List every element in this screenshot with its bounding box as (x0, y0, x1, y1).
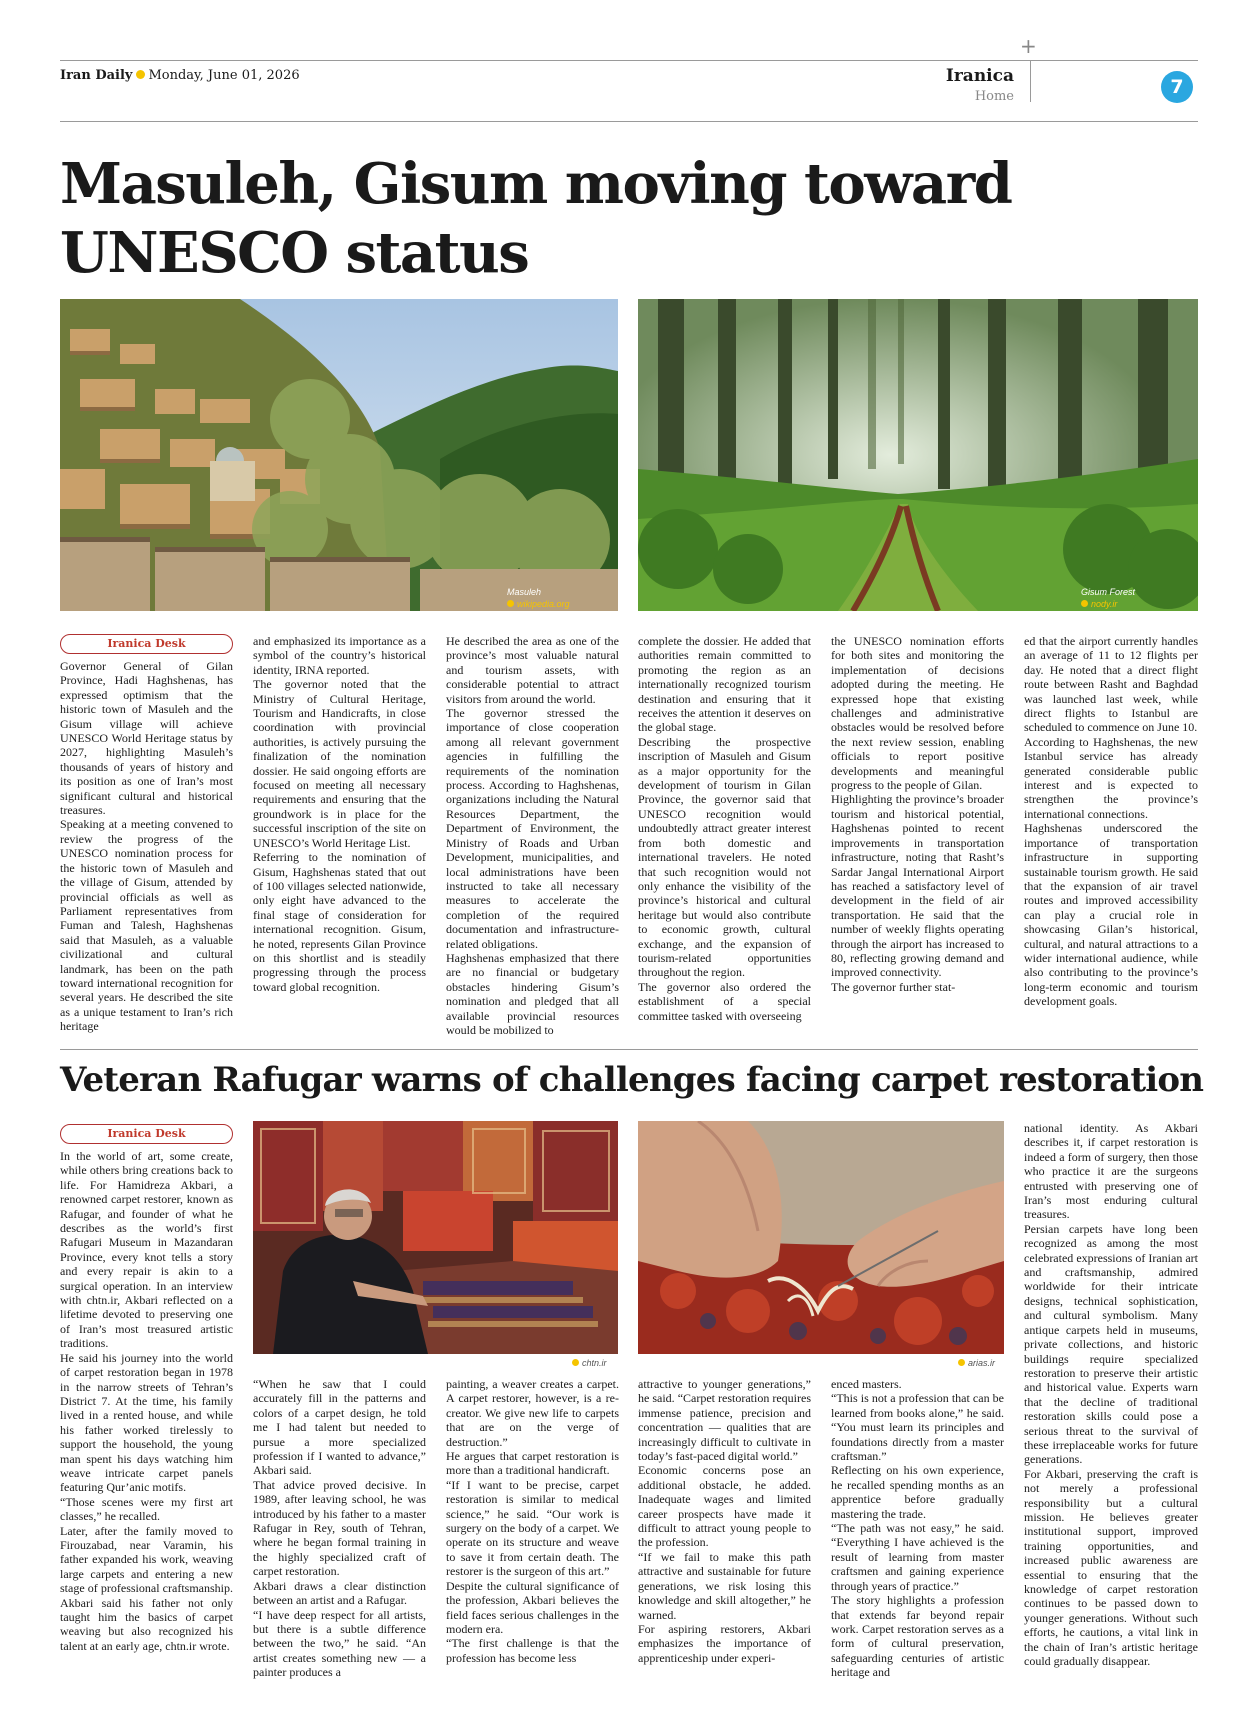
masuleh-village-image (60, 299, 618, 611)
story2-column-1 (60, 1124, 233, 1694)
paper-name: Iran Daily (60, 68, 133, 83)
story1-column-1 (60, 634, 233, 1036)
paragraph: painting, a weaver creates a carpet. A carpet restorer, however, is a re-creator. We give new life to carpets that are on the verge of destruction.” (446, 1377, 619, 1449)
paragraph: Reflecting on his own experience, he recalled spending months as an apprentice before gradually mastering the trade. (831, 1463, 1004, 1521)
gisum-forest-image (638, 299, 1198, 611)
carpet-restoration-image (638, 1121, 1004, 1354)
gisum-forest-photo (638, 299, 1198, 611)
paragraph: Akbari draws a clear distinction between an artist and a Rafugar. (253, 1578, 426, 1608)
paragraph: Describing the prospective inscription of Masuleh and Gisum as a major opportunity for the development of tourism in Gilan Province, the governor said that UNESCO recognition would undoubtedly attract greater interest from both domestic and international travelers. He noted that such recognition would not only enhance the visibility of the province’s historical and cultural heritage but would also contribute to economic growth, cultural exchange, and the expansion of tourism-related opportunities throughout the region. (638, 734, 811, 980)
paragraph: Highlighting the province’s broader tourism and historical potential, Haghshenas pointed to recent improvements in transportation infrastructure, noting that Rasht’s Sardar Jangal International Airport has reached a satisfactory level of development in the field of air transportation. He said that the number of weekly flights operating through the airport has increased to 80, reflecting growing demand and improved connectivity. (831, 792, 1004, 980)
masthead-rule (60, 121, 1198, 122)
rafugar-photo-credit (572, 1358, 607, 1368)
paragraph: Governor General of Gilan Province, Hadi Haghshenas, has expressed optimism that the historic town of Masuleh and the Gisum village will achieve UNESCO World Heritage status by 2027, highlighting Masuleh’s thousands of years of history and its position as one of Iran’s most significant cultural and historical treasures. (60, 659, 233, 818)
paragraph: “If we fail to make this path attractive and sustainable for future generations, we risk losing this knowledge and skill altogether,” he warned. (638, 1549, 811, 1622)
rafugar-portrait-photo (253, 1121, 618, 1354)
story1-column-5 (831, 634, 1004, 1036)
crop-mark-icon: + (1020, 34, 1037, 58)
paragraph: Later, after the family moved to Firouzabad, near Varamin, his father expanded his work, weaving large carpets and entering a new stage of professional craftsmanship. Akbari said his father not only taught him the basics of carpet weaving but also recognized his talent at an early age, chtn.ir wrote. (60, 1523, 233, 1653)
paragraph: Referring to the nomination of Gisum, Haghshenas stated that out of 100 villages selected nationwide, only eight have advanced to the final stage of consideration for international recognition. Gisum, he noted, represents Gilan Province on this shortlist and is steadily progressing through the process toward global recognition. (253, 850, 426, 994)
paragraph: The governor stressed the importance of close cooperation among all relevant government agencies in fulfilling the requirements of the nomination process. According to Haghshenas, organizations including the Natural Resources Department, the Department of Environment, the Ministry of Roads and Urban Development, municipalities, and local administrations have been instructed to take all necessary measures to accelerate the completion of the required documentation and infrastructure-related obligations. (446, 706, 619, 951)
paragraph: attractive to younger generations,” he said. “Carpet restoration requires immense patience, precision and concentration — qualities that are increasingly difficult to cultivate in today’s fast-paced digital world.” (638, 1377, 811, 1464)
gisum-caption-text: Gisum Forest (1081, 587, 1136, 597)
carpet-photo-source: arias.ir (968, 1358, 996, 1368)
paragraph: He described the area as one of the province’s most valuable natural and tourism assets, with considerable potential to attract visitors from around the world. (446, 634, 619, 706)
story2-column-2 (253, 1377, 426, 1694)
top-rule (60, 60, 1198, 61)
story1-column-6 (1024, 634, 1198, 1036)
paragraph: “The path was not easy,” he said. “Everything I have achieved is the result of learning from master craftsmen and gaining experience through years of practice.” (831, 1521, 1004, 1593)
paragraph: For Akbari, preserving the craft is not merely a professional responsibility but a cultural mission. He believes greater institutional support, improved training opportunities, and increased public awareness are essential to ensuring that the knowledge of carpet restoration continues to be passed down to younger generations. Without such efforts, he cautions, a vital link in the chain of Iran’s artistic heritage could gradually disappear. (1024, 1466, 1198, 1669)
paragraph: “Those scenes were my first art classes,” he recalled. (60, 1494, 233, 1524)
story2-desk-badge: Iranica Desk (60, 1124, 233, 1144)
story2-column-6 (1024, 1121, 1198, 1694)
story1-headline-line1: Masuleh, Gisum moving toward (60, 151, 1012, 217)
paragraph: The governor noted that the Ministry of Cultural Heritage, Tourism and Handicrafts, in close coordination with provincial authorities, is actively pursuing the finalization of the nomination dossier. He said ongoing efforts are focused on meeting all necessary requirements and ensuring that the groundwork is in place for the successful inscription of the site on UNESCO’s World Heritage List. (253, 677, 426, 850)
paragraph: He said his journey into the world of carpet restoration began in 1978 in the narrow streets of Tehran’s District 7. At the time, his family lived in a rented house, and while his father worked tirelessly to support the household, the young man spent his days watching him weave intricate carpet panels featuring Qur’anic motifs. (60, 1350, 233, 1495)
paragraph: “The first challenge is that the profession has become less (446, 1636, 619, 1665)
paragraph: Haghshenas underscored the importance of transportation infrastructure in supporting sustainable tourism growth. He said that the expansion of air travel routes and improved accessibility can play a crucial role in showcasing Gilan’s historical, cultural, and natural attractions to a wider international audience, while also contributing to the province’s long-term economic and tourism development goals. (1024, 821, 1198, 1009)
paragraph: complete the dossier. He added that authorities remain committed to promoting the region as an internationally recognized tourism destination and ensuring that it receives the attention it deserves on the global stage. (638, 634, 811, 735)
paragraph: For aspiring restorers, Akbari emphasizes the importance of apprenticeship under experi- (638, 1621, 811, 1665)
paragraph: Despite the cultural significance of the profession, Akbari believes the field faces serious challenges in the modern era. (446, 1578, 619, 1636)
source-dot-icon (1081, 600, 1088, 607)
paragraph: The governor also ordered the establishment of a special committee tasked with overseeing (638, 979, 811, 1023)
dot-icon (136, 70, 145, 79)
story-divider (60, 1049, 1198, 1050)
paragraph: the UNESCO nomination efforts for both sites and monitoring the implementation of decisions adopted during the meeting. He expressed hope that existing challenges and administrative obstacles would be resolved before the next review session, enabling officials to report positive developments and meaningful progress to the people of Gilan. (831, 634, 1004, 793)
page-number: 7 (1161, 71, 1193, 103)
paragraph: “I have deep respect for all artists, but there is a subtle difference between the two,” he said. “An artist creates something new — a painter produces a (253, 1607, 426, 1680)
story2-column-4 (638, 1377, 811, 1694)
masuleh-caption (507, 586, 570, 610)
issue-date: Monday, June 01, 2026 (148, 68, 300, 83)
paragraph: In the world of art, some create, while others bring creations back to life. For Hamidreza Akbari, a renowned carpet restorer, known as Rafugar, and founder of what he describes as the world’s first Rafugari Museum in Mazandaran Province, every knot tells a story and every repair is akin to a surgical operation. In an interview with chtn.ir, Akbari reflected on a lifetime devoted to preserving one of Iran’s most treasured artistic traditions. (60, 1149, 233, 1351)
paragraph: Persian carpets have long been recognized as among the most celebrated expressions of Iranian art and craftsmanship, admired worldwide for their intricate designs, technical sophistication, and cultural symbolism. Many antique carpets held in museums, private collections, and historic buildings require specialized restoration to preserve their artistic and historical value. Experts warn that the decline of traditional restoration skills could pose a serious threat to the survival of these irreplaceable works for future generations. (1024, 1221, 1198, 1467)
masthead (60, 68, 300, 83)
source-dot-icon (507, 600, 514, 607)
paragraph: The governor further stat- (831, 979, 956, 994)
paragraph: The story highlights a profession that extends far beyond repair work. Carpet restoration serves as a form of cultural preservation, safeguarding centuries of artistic heritage and (831, 1593, 1004, 1680)
paragraph: enced masters. (831, 1377, 902, 1391)
paragraph: and emphasized its importance as a symbol of the country’s historical identity, IRNA reported. (253, 634, 426, 677)
paragraph: “This is not a profession that can be learned from books alone,” he said. “You must learn its principles and foundations directly from a master craftsman.” (831, 1391, 1004, 1464)
story1-column-2 (253, 634, 426, 1036)
source-dot-icon (572, 1359, 579, 1366)
carpet-photo-credit (958, 1358, 995, 1368)
paragraph: national identity. As Akbari describes it, if carpet restoration is indeed a form of surgery, then those who practice it are the surgeons entrusted with preserving one of Iran’s most enduring cultural treasures. (1024, 1121, 1198, 1222)
paragraph: “If I want to be precise, carpet restoration is similar to medical science,” he said. “Our work is surgery on the body of a carpet. We operate on its structure and weave to save it from certain death. The restorer is the surgeon of this art.” (446, 1477, 619, 1579)
carpet-hands-photo (638, 1121, 1004, 1354)
masthead-divider (1030, 60, 1031, 102)
paragraph: ed that the airport currently handles an average of 11 to 12 flights per day. He noted that a direct flight route between Rasht and Baghdad was launched last week, while direct flights to Istanbul are scheduled to commence on June 10. (1024, 634, 1198, 735)
paragraph: According to Haghshenas, the new Istanbul service has already generated considerable public interest and is expected to strengthen the province’s international connections. (1024, 734, 1198, 821)
source-dot-icon (958, 1359, 965, 1366)
rafugar-photo-source: chtn.ir (582, 1358, 607, 1368)
masuleh-photo (60, 299, 618, 611)
paragraph: Speaking at a meeting convened to review the progress of the UNESCO nomination process for the historic town of Masuleh and the village of Gisum, attended by provincial officials as well as Parliament representatives from Fuman and Talesh, Haghshenas said that Masuleh, as a valuable civilizational and cultural landmark, has been on the path toward international recognition for several years. He described the site as a unique testament to Iran’s rich heritage (60, 817, 233, 1034)
masuleh-photo-source: wikipedia.org (517, 599, 570, 609)
gisum-photo-source: nody.ir (1091, 599, 1118, 609)
gisum-caption (1081, 586, 1135, 610)
story2-column-5 (831, 1377, 1004, 1694)
story1-headline (60, 150, 1060, 288)
paragraph: “When he saw that I could accurately fill in the patterns and colors of a carpet design, he told me I had talent but needed to pursue a more specialized profession if I wanted to advance,” Akbari said. (253, 1377, 426, 1478)
story1-headline-line2: UNESCO status (60, 220, 529, 286)
story2-column-3 (446, 1377, 619, 1694)
section-subname: Home (974, 89, 1014, 104)
paragraph: He argues that carpet restoration is more than a traditional handicraft. (446, 1449, 619, 1478)
paragraph: That advice proved decisive. In 1989, after leaving school, he was introduced by his father to a master Rafugar in Rey, south of Tehran, where he began formal training in the highly specialized craft of carpet restoration. (253, 1477, 426, 1579)
paragraph: Economic concerns pose an additional obstacle, he added. Inadequate wages and limited career prospects have made it difficult to attract young people to the profession. (638, 1463, 811, 1550)
story1-column-4 (638, 634, 811, 1036)
story2-headline: Veteran Rafugar warns of challenges facing carpet restoration (60, 1060, 1204, 1100)
section-name: Iranica (945, 66, 1014, 86)
rafugar-workshop-image (253, 1121, 618, 1354)
masuleh-caption-text: Masuleh (507, 587, 542, 597)
paragraph: Haghshenas emphasized that there are no financial or budgetary obstacles hindering Gisum’s nomination and pledged that all available provincial resources would be mobilized to (446, 950, 619, 1036)
story1-column-3 (446, 634, 619, 1036)
story1-desk-badge: Iranica Desk (60, 634, 233, 654)
